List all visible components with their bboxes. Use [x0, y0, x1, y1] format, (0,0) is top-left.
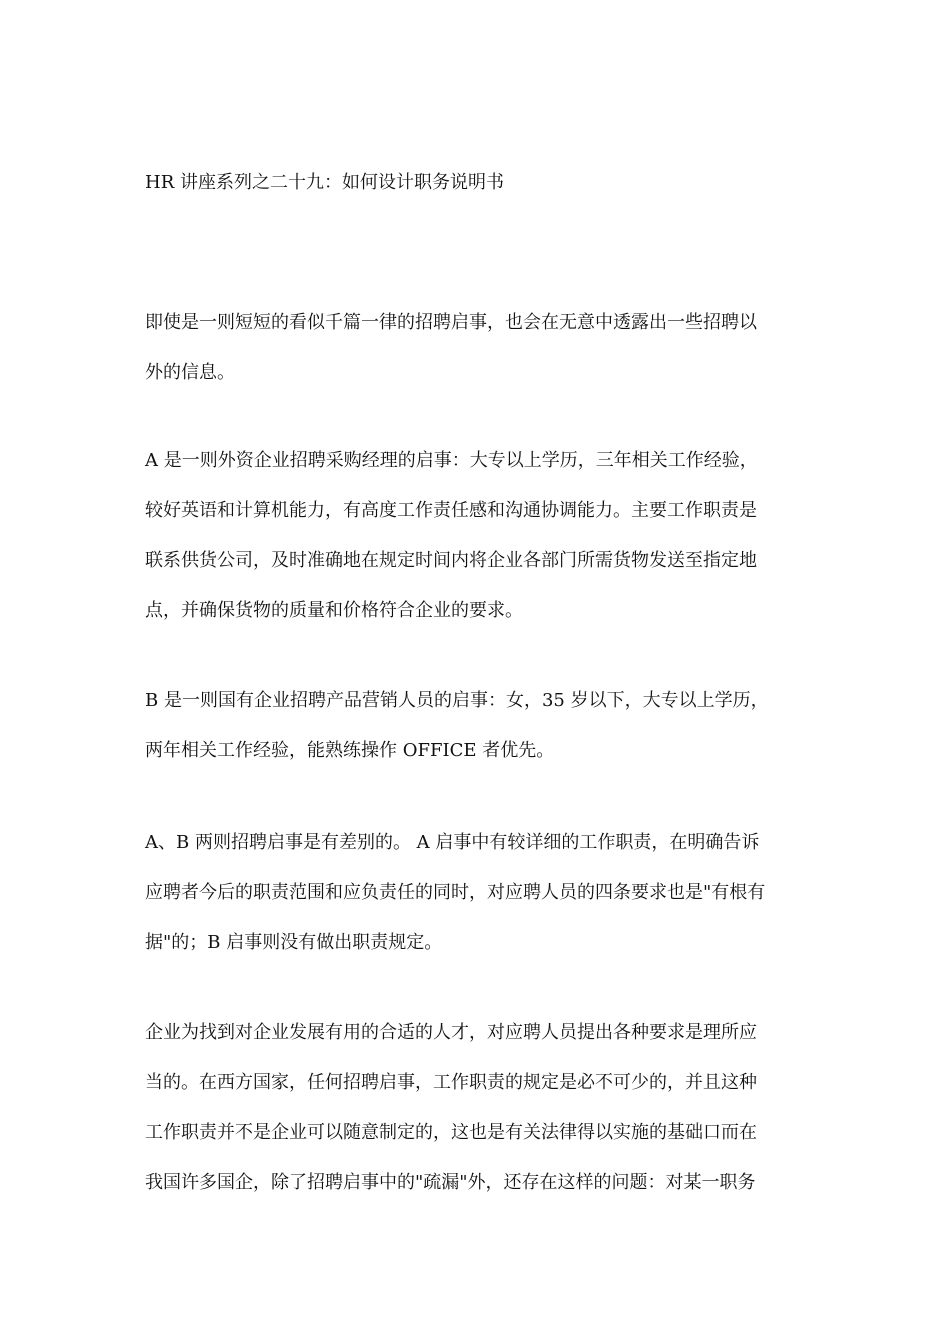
text-line: 即使是一则短短的看似千篇一律的招聘启事，也会在无意中透露出一些招聘以 — [145, 312, 757, 333]
text-line: 较好英语和计算机能力，有高度工作责任感和沟通协调能力。主要工作职责是 — [145, 500, 757, 521]
text-line: 企业为找到对企业发展有用的合适的人才，对应聘人员提出各种要求是理所应 — [145, 1022, 757, 1043]
paragraph-intro — [145, 298, 810, 398]
document-title: HR 讲座系列之二十九：如何设计职务说明书 — [145, 172, 504, 193]
text-line: 联系供货公司，及时准确地在规定时间内将企业各部门所需货物发送至指定地 — [145, 550, 757, 571]
text-line: 工作职责并不是企业可以随意制定的，这也是有关法律得以实施的基础口而在 — [145, 1122, 757, 1143]
text-line: 据"的；B 启事则没有做出职责规定。 — [145, 932, 443, 953]
text-line: A、B 两则招聘启事是有差别的。 A 启事中有较详细的工作职责，在明确告诉 — [145, 832, 760, 853]
text-line: A 是一则外资企业招聘采购经理的启事：大专以上学历，三年相关工作经验， — [145, 450, 758, 471]
paragraph-discussion — [145, 1008, 810, 1208]
text-line: 外的信息。 — [145, 362, 235, 383]
text-line: B 是一则国有企业招聘产品营销人员的启事：女，35 岁以下，大专以上学历， — [145, 690, 769, 711]
text-line: 我国许多国企，除了招聘启事中的"疏漏"外，还存在这样的问题：对某一职务 — [145, 1172, 756, 1193]
paragraph-case-a — [145, 436, 810, 636]
text-line: 点，并确保货物的质量和价格符合企业的要求。 — [145, 600, 523, 621]
paragraph-case-b — [145, 676, 810, 776]
text-line: 两年相关工作经验，能熟练操作 OFFICE 者优先。 — [145, 740, 555, 761]
text-line: 应聘者今后的职责范围和应负责任的同时，对应聘人员的四条要求也是"有根有 — [145, 882, 766, 903]
paragraph-comparison — [145, 818, 810, 968]
text-line: 当的。在西方国家，任何招聘启事，工作职责的规定是必不可少的，并且这种 — [145, 1072, 757, 1093]
